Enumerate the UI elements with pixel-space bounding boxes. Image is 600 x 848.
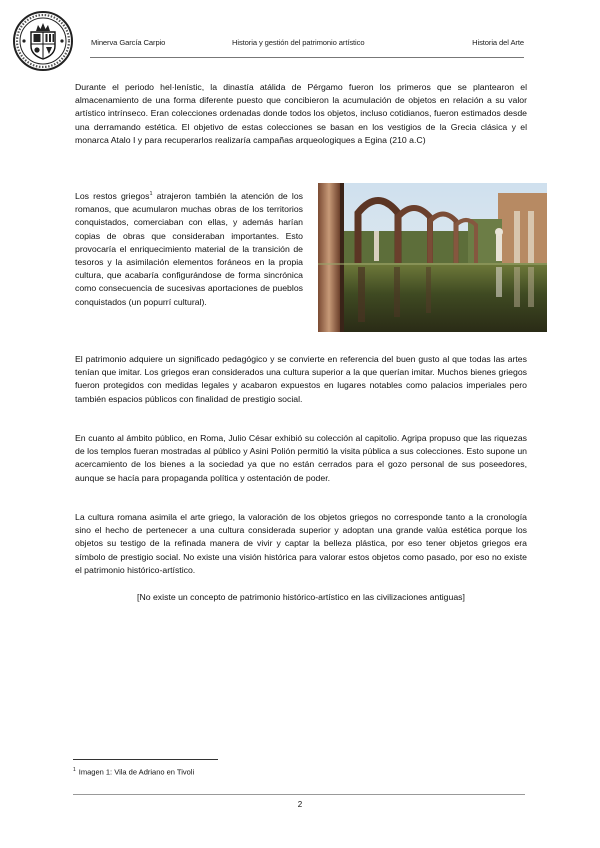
header-divider xyxy=(90,57,524,58)
paragraph-roman-assimilation: La cultura romana asimila el arte griego, la valoración de los objetos griegos no corresponde tanto a la cronología sino el hecho de pertenecer a una cultura considerada superior y adoptan una grande valúa estética porque los objetos su testigo de la refinada manera de vivir y captar la belleza plástica, por eso tener objetos griegos era símbolo de prestigio social. No existe una visión histórica para valorar estos objetos como pasado, por eso no existe el patrimonio histórico-artístico. xyxy=(75,512,527,575)
footer-divider xyxy=(73,794,525,795)
paragraph-public-sphere: En cuanto al ámbito público, en Roma, Julio César exhibió su colección al capitolio. Agripa propuso que las riquezas de los templos fueran mostradas al público y Asini Polión permitió la visita pública a sus colecciones. Esto supone un acercamiento de los bienes a la sociedad ya que no están cerrados para el gozo personal de sus poseedores, aunque se hacía para propaganda política y ostentación de poder. xyxy=(75,433,527,483)
paragraph-attalid-collections: Durante el periodo hel·lenístic, la dinastía atálida de Pérgamo fueron los primeros que se plantearon el almacenamiento de una forma diferente puesto que concibieron la acumulación de objetos en relación a su valor artístico intrínseco. Eran colecciones ordenadas donde todos los objetos, incluso cotidianos, fueron estimados desde una derramando estética. El objetivo de estas colecciones se basan en los vestigios de la Grecia clásica y el monarca Atalo I y para recuperarlos realizaría campañas arqueologiques a Egina (210 a.C) xyxy=(75,82,527,145)
paragraph-pedagogical-heritage: El patrimonio adquiere un significado pedagógico y se convierte en referencia del buen gusto al que todas las artes tenían que imitar. Los griegos eran considerados una cultura superior a la que querían imitar. Muchos bienes griegos fueron protegidos con medidas legales y acabaron expuestos en lugares notables como palacios imperiales pero también espacios públicos con finalidad de prestigio social. xyxy=(75,354,527,404)
paragraph-text-start: Los restos griegos xyxy=(75,191,150,201)
footnote-text: Imagen 1: Vila de Adriano en Tivoli xyxy=(78,767,195,777)
conclusion-note: [No existe un concepto de patrimonio histórico-artístico en las civilizaciones antiguas] xyxy=(137,592,465,602)
footnote-reference[interactable]: 1 xyxy=(149,191,153,198)
paragraph-text-rest: atrajeron también la atención de los romanos, que acumularon muchas obras de los territorios conquistados, comerciaban con ellas, y además harían copias de obras que consideraban importantes. Esto provocaría el enriquecimiento material de la transición de tesoros y la asimilación elementos foráneos en la propia cultura, que acabaría configurándose de forma sincrónica como consecuencia de sucesivas aportaciones de pueblos conquistados (un popurrí cultural). xyxy=(75,191,303,307)
university-seal-icon xyxy=(12,10,74,72)
footnote-marker: 1 xyxy=(73,767,76,773)
header-subject: Historia y gestión del patrimonio artístico xyxy=(232,38,365,47)
header-section: Historia del Arte xyxy=(472,38,524,47)
villa-adriano-photo xyxy=(318,183,547,332)
header-author: Minerva García Carpio xyxy=(91,38,166,47)
footnote xyxy=(73,767,194,777)
footnote-divider xyxy=(73,759,218,760)
page-number: 2 xyxy=(297,800,303,809)
paragraph-roman-acquisition xyxy=(75,190,303,309)
